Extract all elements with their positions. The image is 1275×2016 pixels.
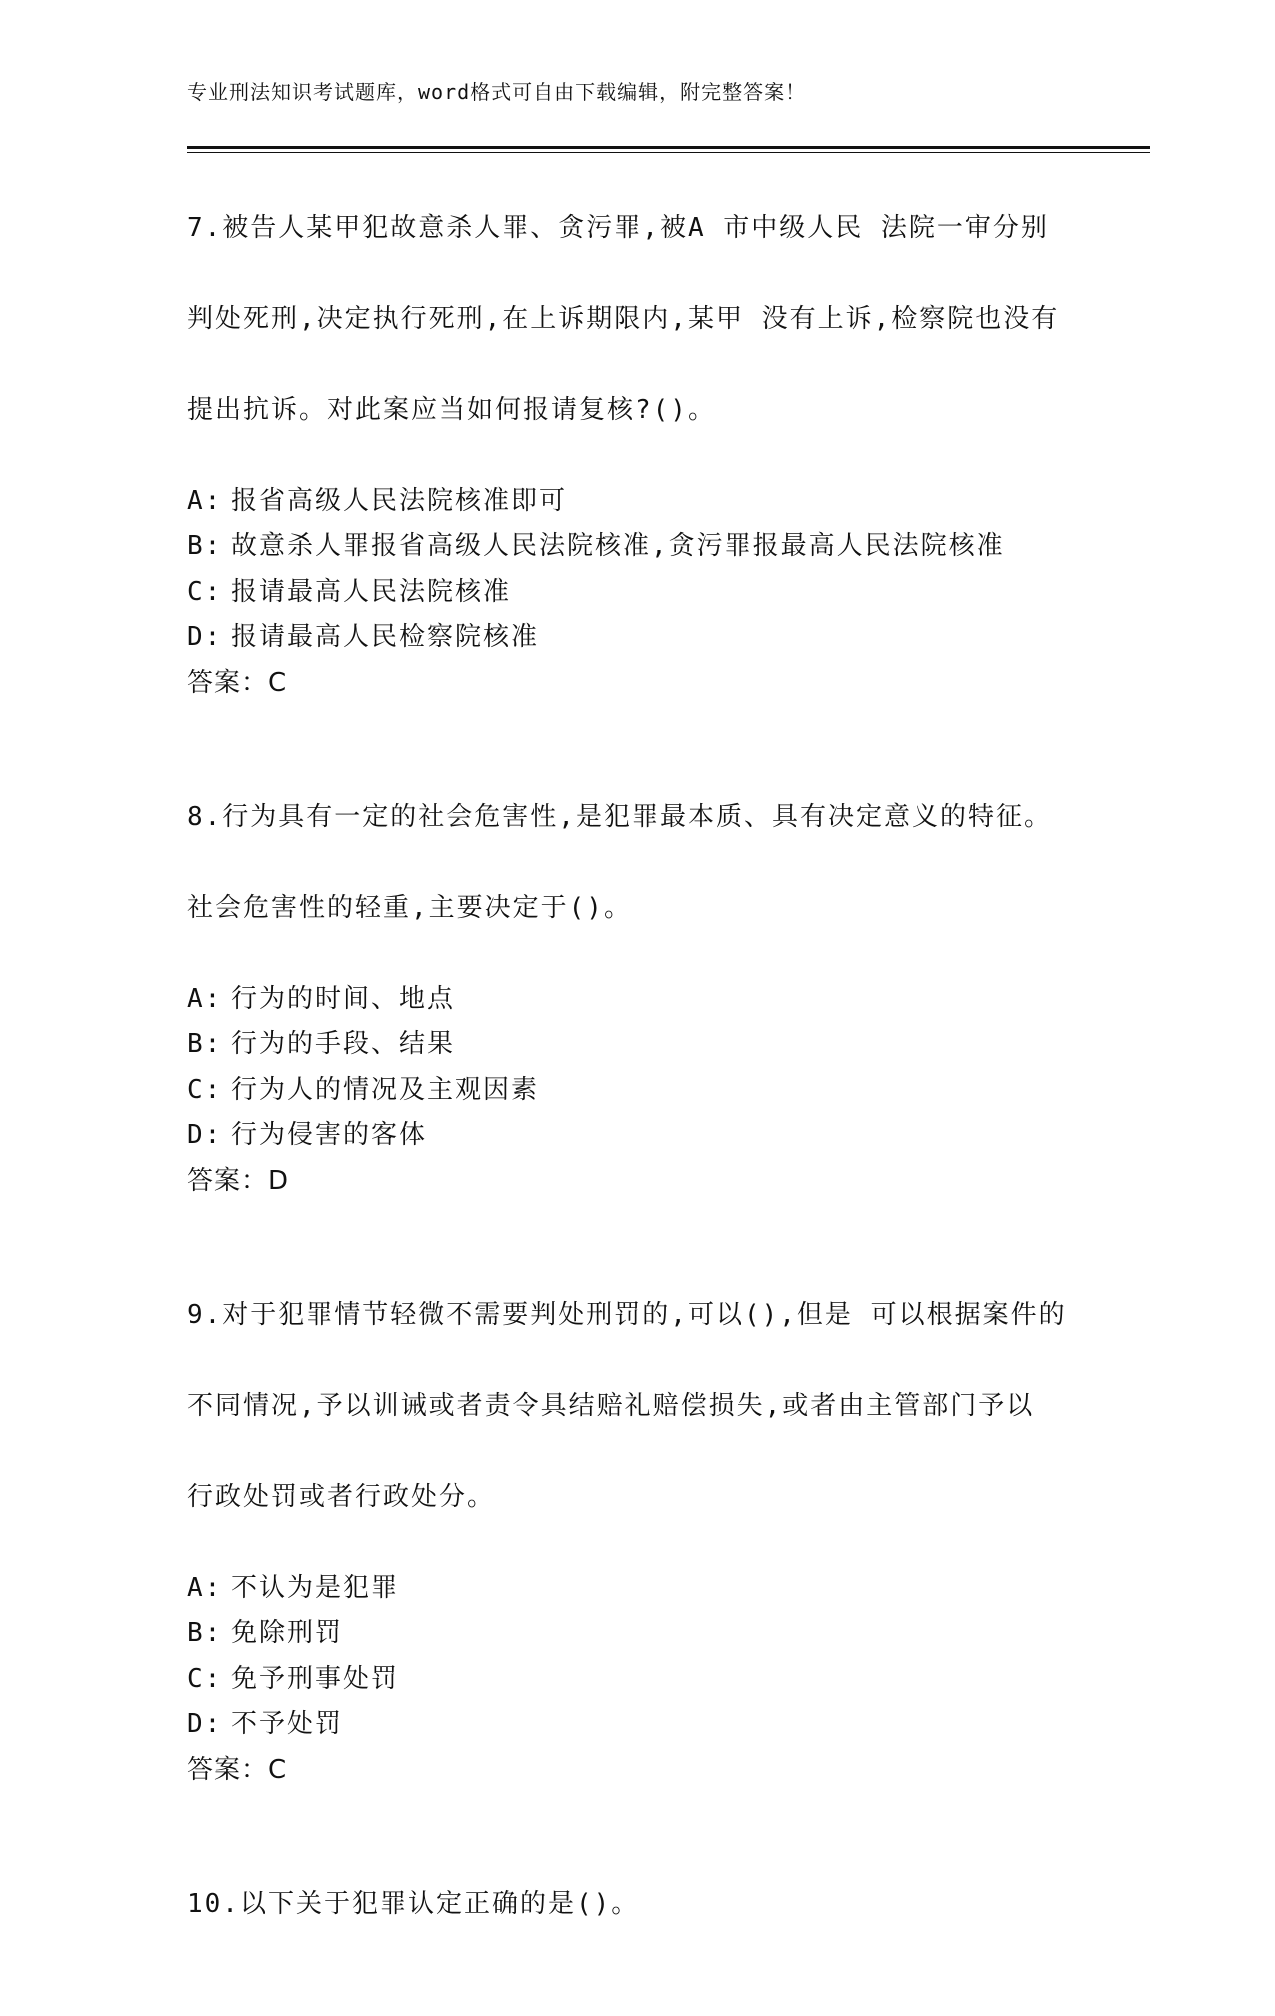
option-c bbox=[187, 570, 1087, 616]
option-text: 报请最高人民检察院核准 bbox=[231, 622, 540, 652]
option-letter: B: bbox=[187, 1029, 223, 1059]
option-letter: C: bbox=[187, 1074, 223, 1105]
option-letter: A: bbox=[187, 485, 223, 516]
option-d bbox=[187, 1702, 1087, 1748]
option-text: 行为人的情况及主观因素 bbox=[231, 1074, 540, 1105]
question-list bbox=[187, 160, 1087, 2016]
option-text: 不认为是犯罪 bbox=[231, 1572, 400, 1603]
option-d bbox=[187, 615, 1087, 661]
stem-line: 判处死刑,决定执行死刑,在上诉期限内,某甲 没有上诉,检察院也没有 bbox=[187, 303, 1060, 334]
header-rule-thick bbox=[187, 146, 1150, 149]
option-text: 故意杀人罪报省高级人民法院核准,贪污罪报最高人民法院核准 bbox=[231, 531, 1005, 561]
option-b bbox=[187, 1022, 1087, 1068]
header-rule-thin bbox=[187, 152, 1150, 153]
option-a bbox=[187, 1566, 1087, 1612]
answer-line: 答案：C bbox=[187, 667, 288, 698]
option-letter: A: bbox=[187, 983, 223, 1014]
option-letter: C: bbox=[187, 1663, 223, 1694]
stem-line: 不同情况,予以训诫或者责令具结赔礼赔偿损失,或者由主管部门予以 bbox=[187, 1390, 1035, 1421]
option-letter: D: bbox=[187, 622, 223, 652]
question-stem bbox=[187, 749, 1087, 977]
option-c bbox=[187, 1657, 1087, 1703]
question-7 bbox=[187, 160, 1087, 706]
stem-line: 行政处罚或者行政处分。 bbox=[187, 1481, 496, 1512]
option-text: 报请最高人民法院核准 bbox=[231, 576, 512, 607]
question-stem bbox=[187, 160, 1087, 479]
option-letter: B: bbox=[187, 1618, 223, 1648]
answer-line: 答案：C bbox=[187, 1754, 288, 1785]
question-9 bbox=[187, 1247, 1087, 1793]
option-text: 免除刑罚 bbox=[231, 1618, 344, 1648]
option-c bbox=[187, 1068, 1087, 1114]
option-letter: A: bbox=[187, 1572, 223, 1603]
option-letter: D: bbox=[187, 1120, 223, 1150]
stem-line: 社会危害性的轻重,主要决定于()。 bbox=[187, 892, 632, 923]
option-d bbox=[187, 1113, 1087, 1159]
stem-line: 7.被告人某甲犯故意杀人罪、贪污罪,被A 市中级人民 法院一审分别 bbox=[187, 212, 1049, 243]
answer-line: 答案：D bbox=[187, 1165, 290, 1196]
option-text: 行为的手段、结果 bbox=[231, 1029, 456, 1059]
option-a bbox=[187, 479, 1087, 525]
option-text: 报省高级人民法院核准即可 bbox=[231, 485, 568, 516]
question-8 bbox=[187, 749, 1087, 1204]
option-letter: B: bbox=[187, 531, 223, 561]
question-stem bbox=[187, 1836, 1087, 1973]
stem-line: 9.对于犯罪情节轻微不需要判处刑罚的,可以(),但是 可以根据案件的 bbox=[187, 1299, 1067, 1330]
option-text: 不予处罚 bbox=[231, 1709, 344, 1739]
option-text: 行为的时间、地点 bbox=[231, 983, 456, 1014]
option-letter: C: bbox=[187, 576, 223, 607]
question-stem bbox=[187, 1247, 1087, 1566]
stem-line: 提出抗诉。对此案应当如何报请复核?()。 bbox=[187, 394, 716, 425]
stem-line: 10.以下关于犯罪认定正确的是()。 bbox=[187, 1888, 640, 1919]
option-text: 免予刑事处罚 bbox=[231, 1663, 400, 1694]
option-a bbox=[187, 977, 1087, 1023]
option-letter: D: bbox=[187, 1709, 223, 1739]
option-b bbox=[187, 524, 1087, 570]
stem-line: 8.行为具有一定的社会危害性,是犯罪最本质、具有决定意义的特征。 bbox=[187, 801, 1052, 832]
option-text: 行为侵害的客体 bbox=[231, 1120, 428, 1150]
page-header: 专业刑法知识考试题库，word格式可自由下载编辑，附完整答案！ bbox=[187, 80, 807, 104]
question-10 bbox=[187, 1836, 1087, 1973]
